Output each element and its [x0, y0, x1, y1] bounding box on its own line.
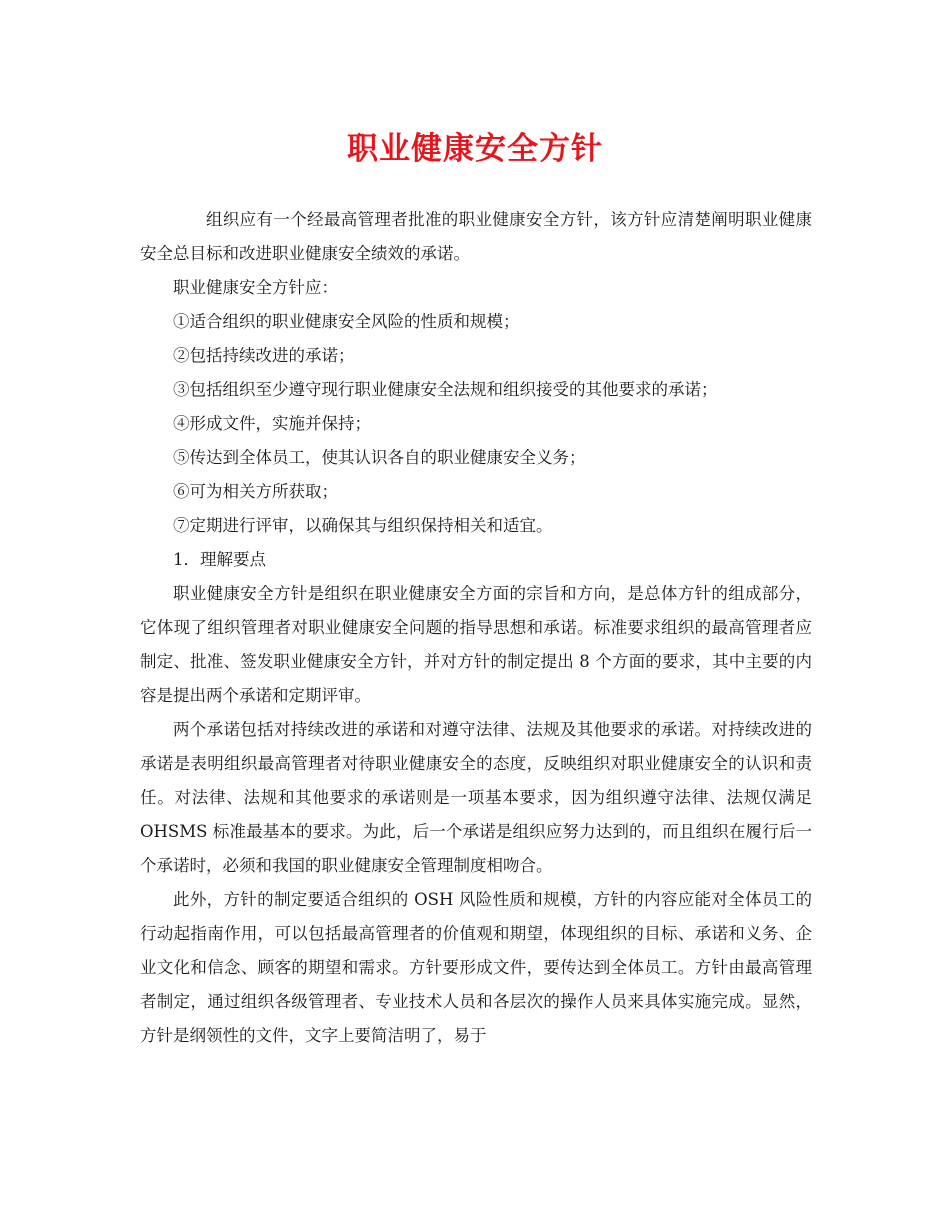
policy-item: ⑤传达到全体员工，使其认识各自的职业健康安全义务；: [173, 448, 586, 467]
policy-item: ①适合组织的职业健康安全风险的性质和规模；: [173, 312, 520, 331]
policy-item: ②包括持续改进的承诺；: [173, 346, 355, 365]
policy-item: ⑥可为相关方所获取；: [173, 482, 338, 501]
intro-paragraph: 组织应有一个经最高管理者批准的职业健康安全方针，该方针应清楚阐明职业健康安全总目标和改进职业健康安全绩效的承诺。: [140, 210, 812, 263]
section-heading: 1．理解要点: [173, 550, 266, 569]
policy-heading: 职业健康安全方针应：: [173, 278, 338, 297]
policy-item: ⑦定期进行评审，以确保其与组织保持相关和适宜。: [173, 516, 553, 535]
policy-item: ③包括组织至少遵守现行职业健康安全法规和组织接受的其他要求的承诺；: [173, 380, 718, 399]
body-paragraph: 职业健康安全方针是组织在职业健康安全方面的宗旨和方向，是总体方针的组成部分，它体现了组织管理者对职业健康安全问题的指导思想和承诺。标准要求组织的最高管理者应制定、批准、签发职业健康安全方针，并对方针的制定提出 8 个方面的要求，其中主要的内容是提出两个承诺和定期评审。: [140, 584, 812, 705]
document-title: 职业健康安全方针: [347, 131, 603, 167]
policy-item: ④形成文件，实施并保持；: [173, 414, 371, 433]
body-paragraph: 两个承诺包括对持续改进的承诺和对遵守法律、法规及其他要求的承诺。对持续改进的承诺是表明组织最高管理者对待职业健康安全的态度，反映组织对职业健康安全的认识和责任。对法律、法规和其他要求的承诺则是一项基本要求，因为组织遵守法律、法规仅满足 OHSMS 标准最基本的要求。为此，后一个承诺是组织应努力达到的，而且组织在履行后一个承诺时，必须和我国的职业健康安全管理制度相吻合。: [140, 720, 812, 875]
body-paragraph: 此外，方针的制定要适合组织的 OSH 风险性质和规模，方针的内容应能对全体员工的行动起指南作用，可以包括最高管理者的价值观和期望，体现组织的目标、承诺和义务、企业文化和信念、顾客的期望和需求。方针要形成文件，要传达到全体员工。方针由最高管理者制定，通过组织各级管理者、专业技术人员和各层次的操作人员来具体实施完成。显然，方针是纲领性的文件，文字上要简洁明了，易于: [140, 890, 812, 1045]
document-body: [140, 203, 812, 1053]
